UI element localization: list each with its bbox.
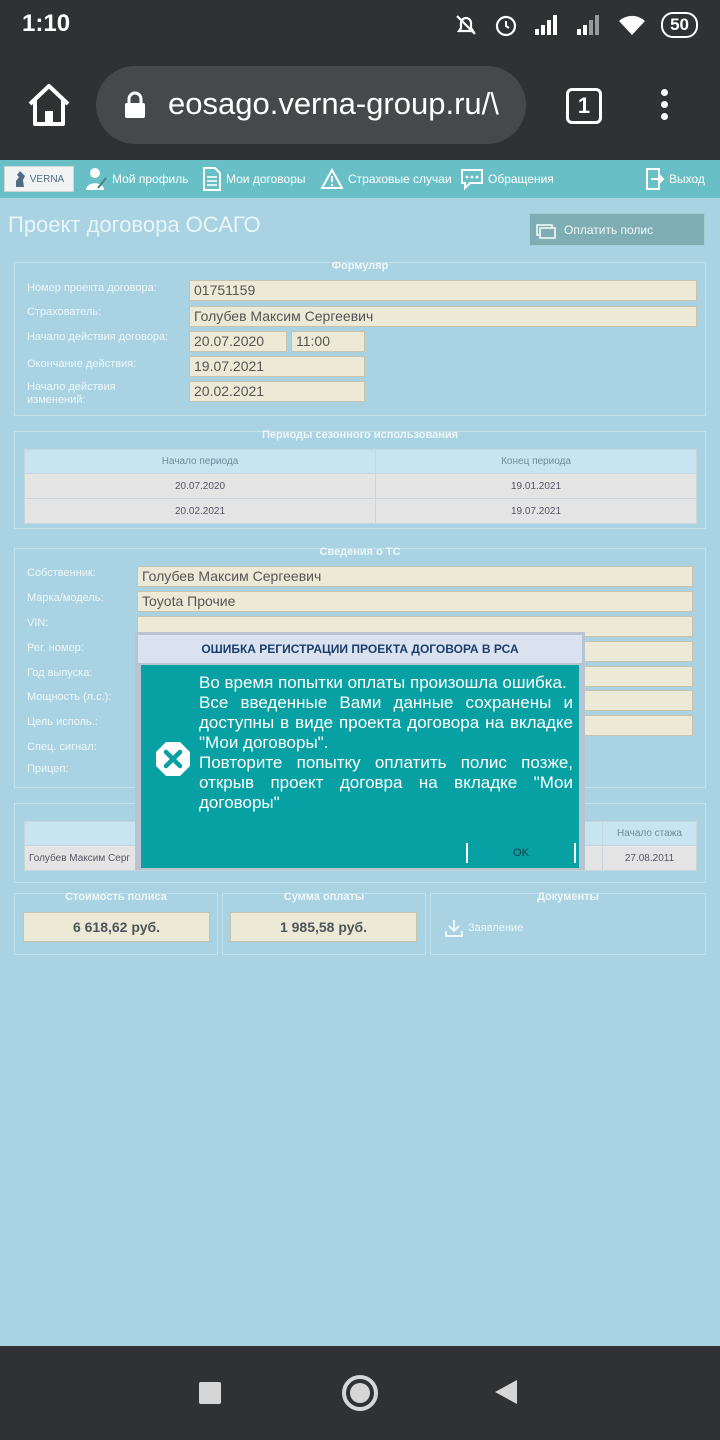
site-nav <box>0 160 720 198</box>
message-line: Во время попытки оплаты произошла ошибка. <box>199 673 567 692</box>
message-line: Повторите попытку оплатить полис позже, открыв проект договра на вкладке "Мои договоры" <box>199 753 573 812</box>
table-cell: 19.01.2021 <box>376 474 697 499</box>
field-label: Окончание действия: <box>27 358 137 370</box>
column-header: Конец периода <box>376 450 697 474</box>
nav-my-profile[interactable] <box>84 164 189 194</box>
user-edit-icon <box>84 166 108 192</box>
table-row <box>25 499 697 524</box>
column-header: Начало стажа <box>603 822 697 846</box>
owner-field: Голубев Максим Сергеевич <box>137 566 693 587</box>
status-icons <box>453 10 698 40</box>
start-time-field: 11:00 <box>291 331 365 352</box>
nav-logout[interactable] <box>645 164 705 194</box>
field-label: Номер проекта договора: <box>27 282 157 294</box>
form-title: Формуляр <box>331 260 389 272</box>
browser-toolbar <box>0 52 720 160</box>
warning-icon <box>320 168 344 190</box>
contract-number-field: 01751159 <box>189 280 697 301</box>
cost-label: Стоимость полиса <box>65 891 167 903</box>
field-label: Начало действия договора: <box>27 331 169 343</box>
address-bar[interactable] <box>96 66 526 144</box>
dialog-message <box>199 673 573 813</box>
doc-link-label: Заявление <box>468 922 524 934</box>
field-label: Мощность (л.с.): <box>27 691 112 703</box>
recents-icon[interactable] <box>199 1382 221 1404</box>
start-date-field: 20.07.2020 <box>189 331 287 352</box>
card-icon <box>536 221 556 239</box>
signal-icon <box>575 13 603 37</box>
make-model-field: Toyota Прочие <box>137 591 693 612</box>
dnd-off-icon <box>453 12 479 38</box>
application-doc-link[interactable] <box>444 918 523 938</box>
error-dialog <box>135 632 585 870</box>
payment-value: 1 985,58 руб. <box>230 912 417 942</box>
periods-title: Периоды сезонного использования <box>261 429 459 441</box>
message-line: Все введенные Вами данные сохранены и доступны в виде проекта договора на вкладке "Мои договоры". <box>199 693 573 752</box>
table-header-row <box>25 450 697 474</box>
alarm-icon <box>493 12 519 38</box>
form-panel <box>14 262 706 416</box>
field-label: Собственник: <box>27 567 96 579</box>
wifi-icon <box>617 13 647 37</box>
table-cell: 20.02.2021 <box>25 499 376 524</box>
policyholder-field: Голубев Максим Сергеевич <box>189 306 697 327</box>
field-label: Рег. номер: <box>27 642 84 654</box>
home-icon[interactable] <box>24 80 74 130</box>
nav-label: Мой профиль <box>112 172 189 186</box>
battery-icon: 50 <box>661 12 698 38</box>
field-label: VIN: <box>27 617 49 629</box>
field-label: Цель исполь.: <box>27 716 98 728</box>
nav-label: Обращения <box>488 172 554 186</box>
back-icon[interactable] <box>495 1380 517 1404</box>
verna-logo[interactable] <box>4 166 74 192</box>
end-date-field: 19.07.2021 <box>189 356 365 377</box>
table-cell: 20.07.2020 <box>25 474 376 499</box>
chess-knight-icon <box>14 170 26 188</box>
nav-label: Выход <box>669 172 705 186</box>
nav-my-contracts[interactable] <box>202 164 306 194</box>
nav-label: Страховые случаи <box>348 172 452 186</box>
lock-icon <box>122 90 148 120</box>
experience-start-cell: 27.08.2011 <box>603 846 697 871</box>
url-text: eosago.verna-group.ru/\ <box>168 86 499 121</box>
table-row <box>25 474 697 499</box>
status-time: 1:10 <box>22 10 71 37</box>
tab-switcher-button[interactable]: 1 <box>566 88 602 124</box>
periods-table <box>24 449 697 524</box>
table-cell: 19.07.2021 <box>376 499 697 524</box>
cost-value: 6 618,62 руб. <box>23 912 210 942</box>
field-label: Страхователь: <box>27 306 102 318</box>
pay-button-label: Оплатить полис <box>564 222 654 237</box>
logo-text: VERNA <box>29 173 65 185</box>
document-icon <box>202 166 222 192</box>
ok-button[interactable]: OK <box>466 843 576 863</box>
documents-label: Документы <box>537 891 599 903</box>
dialog-body <box>141 665 579 868</box>
driver-name-cell: Голубев Максим Серг <box>25 846 603 871</box>
pay-policy-button[interactable] <box>529 213 705 246</box>
field-label: Прицеп: <box>27 763 69 775</box>
logout-icon <box>645 167 665 191</box>
periods-panel <box>14 431 706 529</box>
page-title: Проект договора ОСАГО <box>8 212 261 237</box>
field-label: Спец. сигнал: <box>27 741 97 753</box>
nav-insurance-cases[interactable] <box>320 164 452 194</box>
more-menu-icon[interactable] <box>656 86 672 126</box>
status-bar <box>0 0 720 52</box>
home-button-icon[interactable] <box>342 1375 378 1411</box>
chat-icon <box>460 167 484 191</box>
field-label: Год выпуска: <box>27 667 93 679</box>
payment-label: Сумма оплаты <box>283 891 365 903</box>
field-label: Марка/модель: <box>27 592 104 604</box>
field-label: Начало действия изменений: <box>27 381 116 406</box>
dialog-title: ОШИБКА РЕГИСТРАЦИИ ПРОЕКТА ДОГОВОРА В РСА <box>138 635 582 663</box>
download-icon <box>444 918 464 938</box>
vehicle-title: Сведения о ТС <box>319 546 401 558</box>
signal-icon <box>533 13 561 37</box>
changes-date-field: 20.02.2021 <box>189 381 365 402</box>
column-header: Начало периода <box>25 450 376 474</box>
error-icon <box>155 741 191 777</box>
system-nav-bar <box>0 1346 720 1440</box>
nav-appeals[interactable] <box>460 164 554 194</box>
nav-label: Мои договоры <box>226 172 306 186</box>
